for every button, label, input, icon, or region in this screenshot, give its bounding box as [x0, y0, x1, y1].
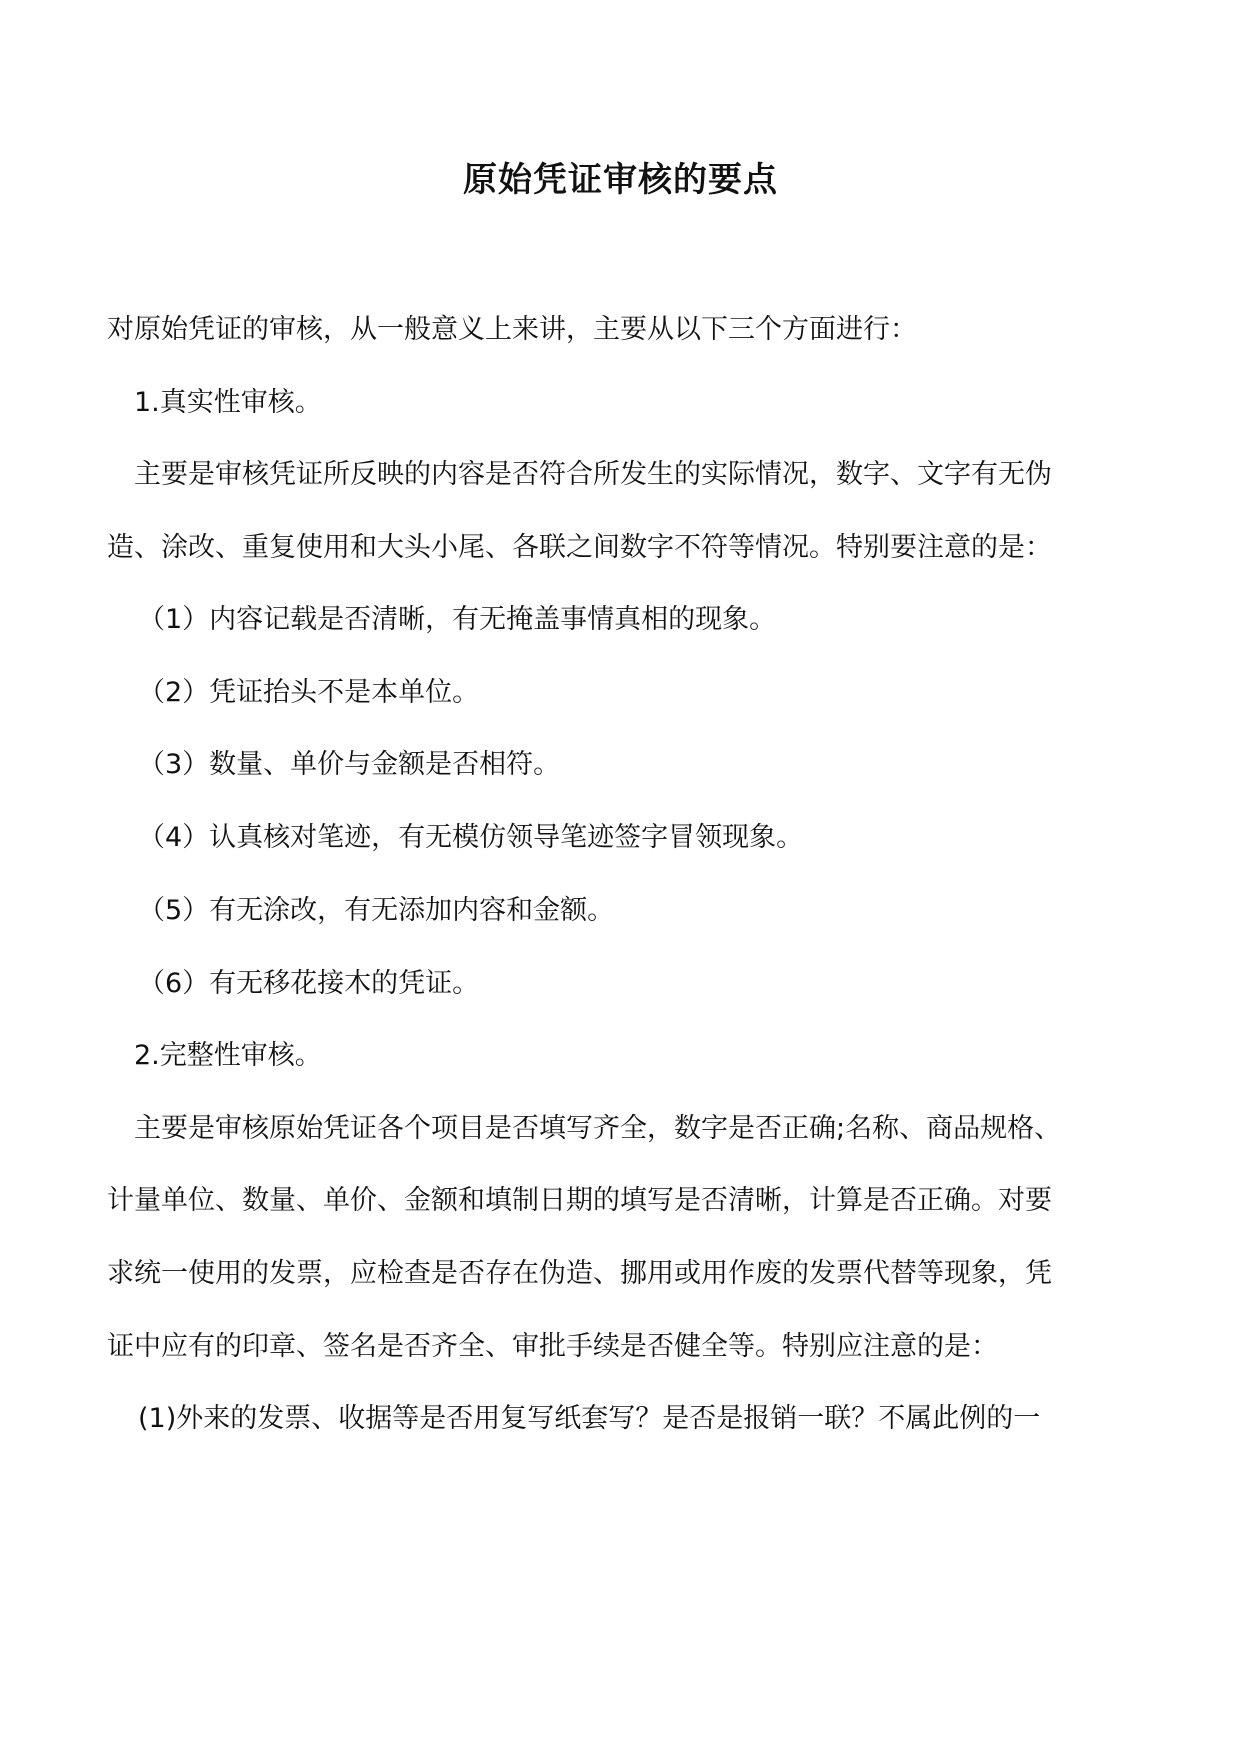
section-heading-authenticity: 1.真实性审核。: [134, 387, 322, 418]
document-title: 原始凭证审核的要点: [463, 160, 778, 200]
paragraph-line: 求统一使用的发票，应检查是否存在伪造、挪用或用作废的发票代替等现象，凭: [107, 1258, 1052, 1289]
paragraph-line: 主要是审核原始凭证各个项目是否填写齐全，数字是否正确;名称、商品规格、: [134, 1113, 1062, 1144]
list-item: （4）认真核对笔迹，有无模仿领导笔迹签字冒领现象。: [138, 822, 804, 853]
list-item: （5）有无涂改，有无添加内容和金额。: [138, 895, 615, 926]
list-item: （2）凭证抬头不是本单位。: [138, 677, 480, 708]
paragraph-line: 造、涂改、重复使用和大头小尾、各联之间数字不符等情况。特别要注意的是：: [107, 532, 1052, 563]
list-item: （1）内容记载是否清晰，有无掩盖事情真相的现象。: [138, 604, 777, 635]
list-item: （6）有无移花接木的凭证。: [138, 968, 480, 999]
paragraph-line: 证中应有的印章、签名是否齐全、审批手续是否健全等。特别应注意的是：: [107, 1331, 998, 1362]
section-heading-completeness: 2.完整性审核。: [134, 1040, 322, 1071]
list-item: （3）数量、单价与金额是否相符。: [138, 749, 561, 780]
paragraph-line: 主要是审核凭证所反映的内容是否符合所发生的实际情况，数字、文字有无伪: [134, 459, 1052, 490]
paragraph-line: 计量单位、数量、单价、金额和填制日期的填写是否清晰，计算是否正确。对要: [107, 1185, 1052, 1216]
list-item: (1)外来的发票、收据等是否用复写纸套写？是否是报销一联？不属此例的一: [138, 1403, 1041, 1434]
intro-paragraph: 对原始凭证的审核，从一般意义上来讲，主要从以下三个方面进行：: [107, 314, 917, 345]
